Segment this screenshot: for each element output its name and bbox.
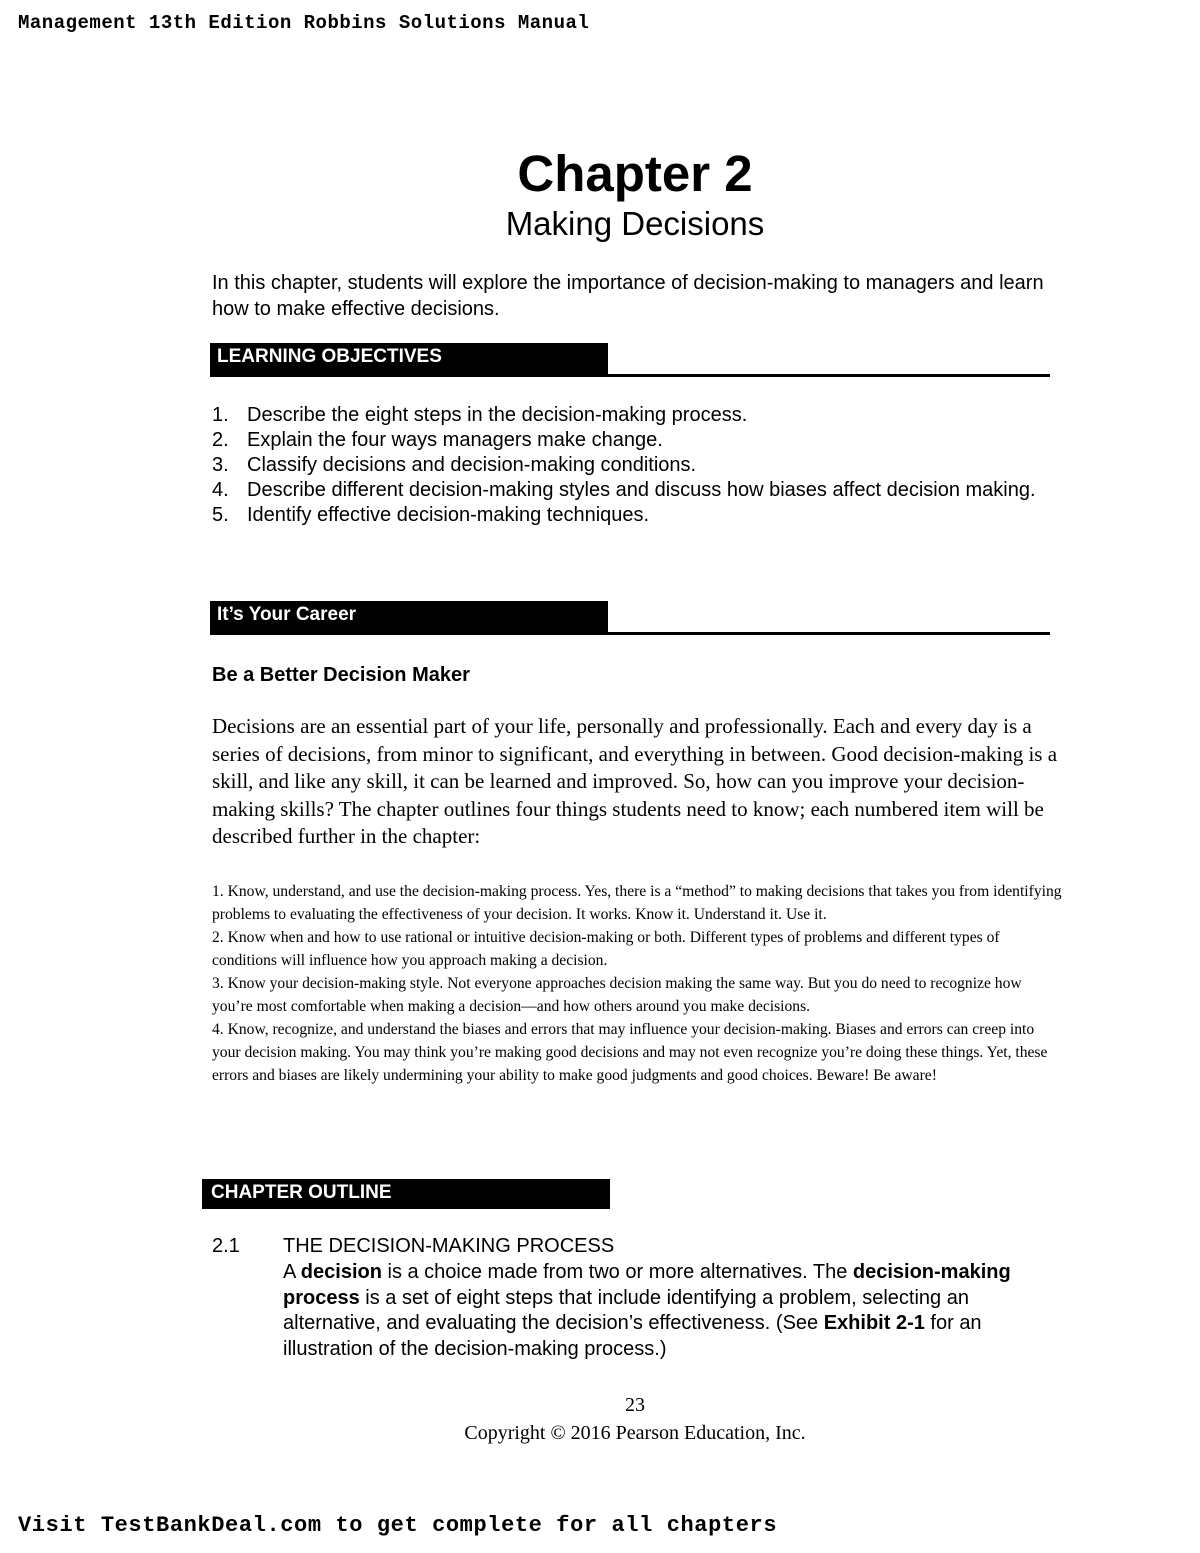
chapter-subtitle: Making Decisions: [505, 205, 765, 242]
objective-number: 4.: [212, 479, 229, 501]
copyright: Copyright © 2016 Pearson Education, Inc.: [464, 1422, 806, 1444]
objective-item: [212, 428, 1042, 453]
objective-number: 3.: [212, 454, 229, 476]
career-list-item: 2. Know when and how to use rational or intuitive decision-making or both. Different types of problems and different types of conditions will influence how you approach making a decision.: [212, 929, 1000, 969]
career-heading: It’s Your Career: [217, 604, 357, 625]
career-list: [212, 880, 1064, 1087]
objective-item: [212, 403, 1042, 428]
footer-note: Visit TestBankDeal.com to get complete for all chapters: [18, 1513, 778, 1538]
chapter-outline-banner: [202, 1179, 610, 1209]
career-list-item: 3. Know your decision-making style. Not everyone approaches decision making the same way. But you do need to recognize how you’re most comfortable when making a decision—and how others around you make decisions.: [212, 975, 1022, 1015]
objective-item: [212, 478, 1042, 503]
section-rule: [210, 632, 1050, 635]
term-decision-making-process: decision-making process: [283, 1261, 1011, 1309]
section-number: 2.1: [212, 1235, 240, 1257]
paragraph-text: for an illustration of the decision-making process.): [283, 1312, 982, 1360]
objective-item: [212, 453, 1042, 478]
term-decision: decision: [300, 1261, 382, 1283]
page-number: 23: [625, 1394, 645, 1416]
objective-number: 5.: [212, 504, 229, 526]
objective-number: 1.: [212, 404, 229, 426]
section-rule: [210, 374, 1050, 377]
paragraph-text: is a set of eight steps that include identifying a problem, selecting an alternative, and evaluating the decision’s effectiveness. (See: [283, 1286, 969, 1334]
career-list-item: 1. Know, understand, and use the decision-making process. Yes, there is a “method” to making decisions that takes you from identifying problems to evaluating the effectiveness of your decision. It works. Know it. Understand it. Use it.: [212, 883, 1062, 923]
header-note: Management 13th Edition Robbins Solutions Manual: [18, 12, 590, 34]
chapter-title: Chapter 2: [517, 145, 753, 202]
career-banner: [210, 601, 1050, 635]
objective-text: Describe different decision-making styles and discuss how biases affect decision making.: [247, 479, 1036, 501]
section-title: THE DECISION-MAKING PROCESS: [283, 1235, 615, 1257]
chapter-outline-heading: CHAPTER OUTLINE: [211, 1182, 392, 1203]
objective-text: Describe the eight steps in the decision-making process.: [247, 404, 748, 426]
term-exhibit-reference: Exhibit 2-1: [823, 1312, 925, 1334]
paragraph-text: is a choice made from two or more alternatives. The: [381, 1261, 853, 1283]
learning-objectives-banner: [210, 343, 1050, 377]
learning-objectives-list: [212, 403, 1042, 528]
career-subheading: Be a Better Decision Maker: [212, 664, 470, 686]
career-list-item: 4. Know, recognize, and understand the biases and errors that may influence your decision-making. Biases and errors can creep into your decision making. You may think you’re making good decisions and may not even recognize you’re doing these things. Yet, these errors and biases are likely undermining your ability to make good judgments and good choices. Beware! Be aware!: [212, 1021, 1048, 1084]
career-paragraph: Decisions are an essential part of your life, personally and professionally. Each and every day is a series of decisions, from minor to significant, and everything in between. Good decision-making is a skill, and like any skill, it can be learned and improved. So, how can you improve your decision-making skills? The chapter outlines four things students need to know; each numbered item will be described further in the chapter:: [212, 714, 1058, 848]
objective-item: [212, 503, 1042, 528]
objective-text: Explain the four ways managers make change.: [247, 429, 663, 451]
objective-text: Classify decisions and decision-making conditions.: [247, 454, 697, 476]
learning-objectives-heading: LEARNING OBJECTIVES: [217, 346, 442, 367]
chapter-intro: In this chapter, students will explore the importance of decision-making to managers and learn how to make effective decisions.: [212, 272, 1044, 320]
paragraph-text: A: [283, 1261, 301, 1283]
objective-number: 2.: [212, 429, 229, 451]
objective-text: Identify effective decision-making techniques.: [247, 504, 650, 526]
section-paragraph: [283, 1260, 1023, 1362]
